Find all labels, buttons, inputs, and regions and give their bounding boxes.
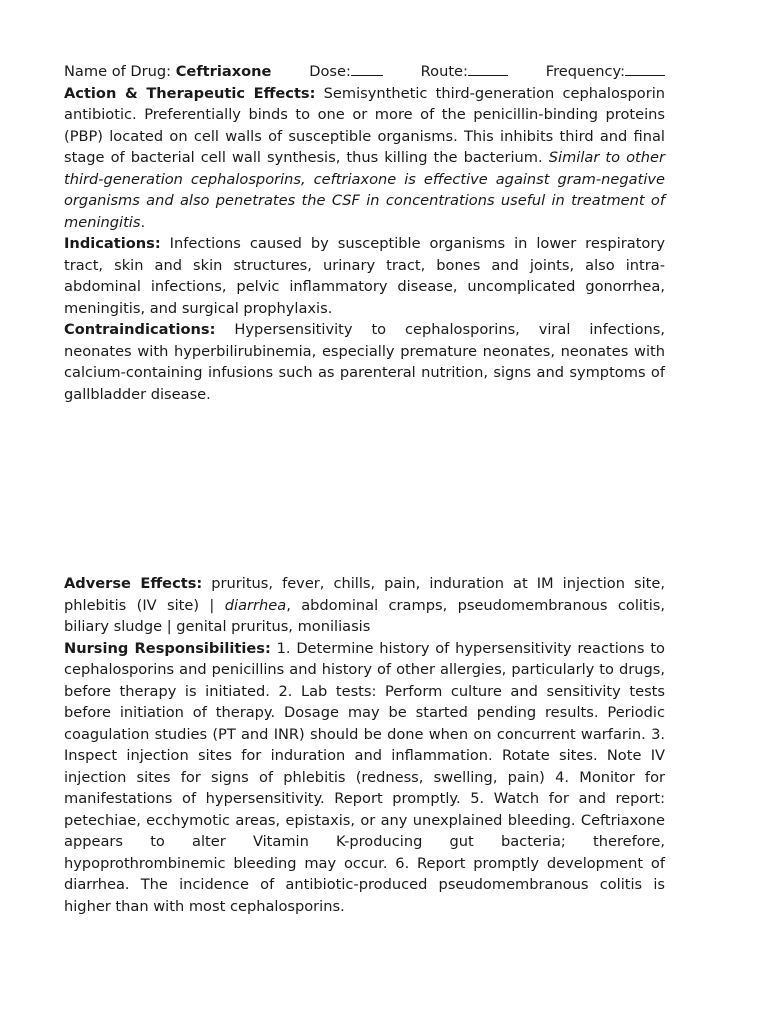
route-field [421,61,508,83]
action-label: Action & Therapeutic Effects: [64,84,316,102]
drug-card-top [64,61,665,405]
name-label: Name of Drug: [64,63,172,80]
contraindications-text: Hypersensitivity to cephalosporins, viral infections, neonates with hyperbilirubinemia, especially premature neonates, neonates with calcium-containing infusions such as parenteral nutrition, signs and symptoms of gallbladder disease. [64,321,665,403]
adverse-italic: diarrhea [224,596,287,614]
frequency-blank [625,61,665,76]
nursing-text: 1. Determine history of hypersensitivity reactions to cephalosporins and penicillins and history of other allergies, particularly to drugs, before therapy is initiated. 2. Lab tests: Perform culture and sensitivity tests before initiation of therapy. Dosage may be started pending results. Periodic coagulation studies (PT and INR) should be done when on concurrent warfarin. 3. Inspect injection sites for induration and inflammation. Rotate sites. Note IV injection sites for signs of phlebitis (redness, swelling, pain) 4. Monitor for manifestations of hypersensitivity. Report promptly. 5. Watch for and report: petechiae, ecchymotic areas, epistaxis, or any unexplained bleeding. Ceftriaxone appears to alter Vitamin K-producing gut bacteria; therefore, hypoprothrombinemic bleeding may occur. 6. Report promptly development of diarrhea. The incidence of antibiotic-produced pseudomembranous colitis is higher than with most cephalosporins. [64,639,665,915]
dose-blank [351,61,383,76]
contraindications-section [64,319,665,405]
drug-name-field [64,61,271,83]
drug-name: Ceftriaxone [175,63,272,80]
frequency-field [546,61,665,83]
route-blank [468,61,508,76]
adverse-section [64,573,665,638]
adverse-label: Adverse Effects: [64,575,203,592]
drug-header [64,61,665,83]
adverse-text-1: pruritus, fever, chills, pain, induration at IM injection site, phlebitis (IV site) | [64,575,665,614]
dose-field [309,61,383,83]
action-end: . [140,213,146,231]
route-label: Route: [420,63,468,80]
indications-label: Indications: [64,235,161,252]
action-italic-text: Similar to other third-generation cephalosporins, ceftriaxone is effective against gram-negative organisms and also penetrates the CSF in concentrations useful in treatment of meningitis [64,149,666,231]
dose-label: Dose: [309,63,351,80]
action-text: Semisynthetic third-generation cephalosporin antibiotic. Preferentially binds to one or more of the penicillin-binding proteins (PBP) located on cell walls of susceptible organisms. This inhibits third and final stage of bacterial cell wall synthesis, thus killing the bacterium. [64,84,665,166]
indications-section [64,233,665,319]
contraindications-label: Contraindications: [64,321,216,338]
indications-text: Infections caused by susceptible organisms in lower respiratory tract, skin and skin structures, urinary tract, bones and joints, also intra-abdominal infections, pelvic inflammatory disease, uncomplicated gonorrhea, meningitis, and surgical prophylaxis. [64,235,665,317]
nursing-section [64,638,665,918]
frequency-label: Frequency: [545,63,625,80]
adverse-text-2: , abdominal cramps, pseudomembranous colitis, biliary sludge | genital pruritus, moniliasis [64,596,665,635]
nursing-label: Nursing Responsibilities: [64,639,271,657]
drug-card-bottom [64,573,665,917]
action-section [64,83,665,234]
